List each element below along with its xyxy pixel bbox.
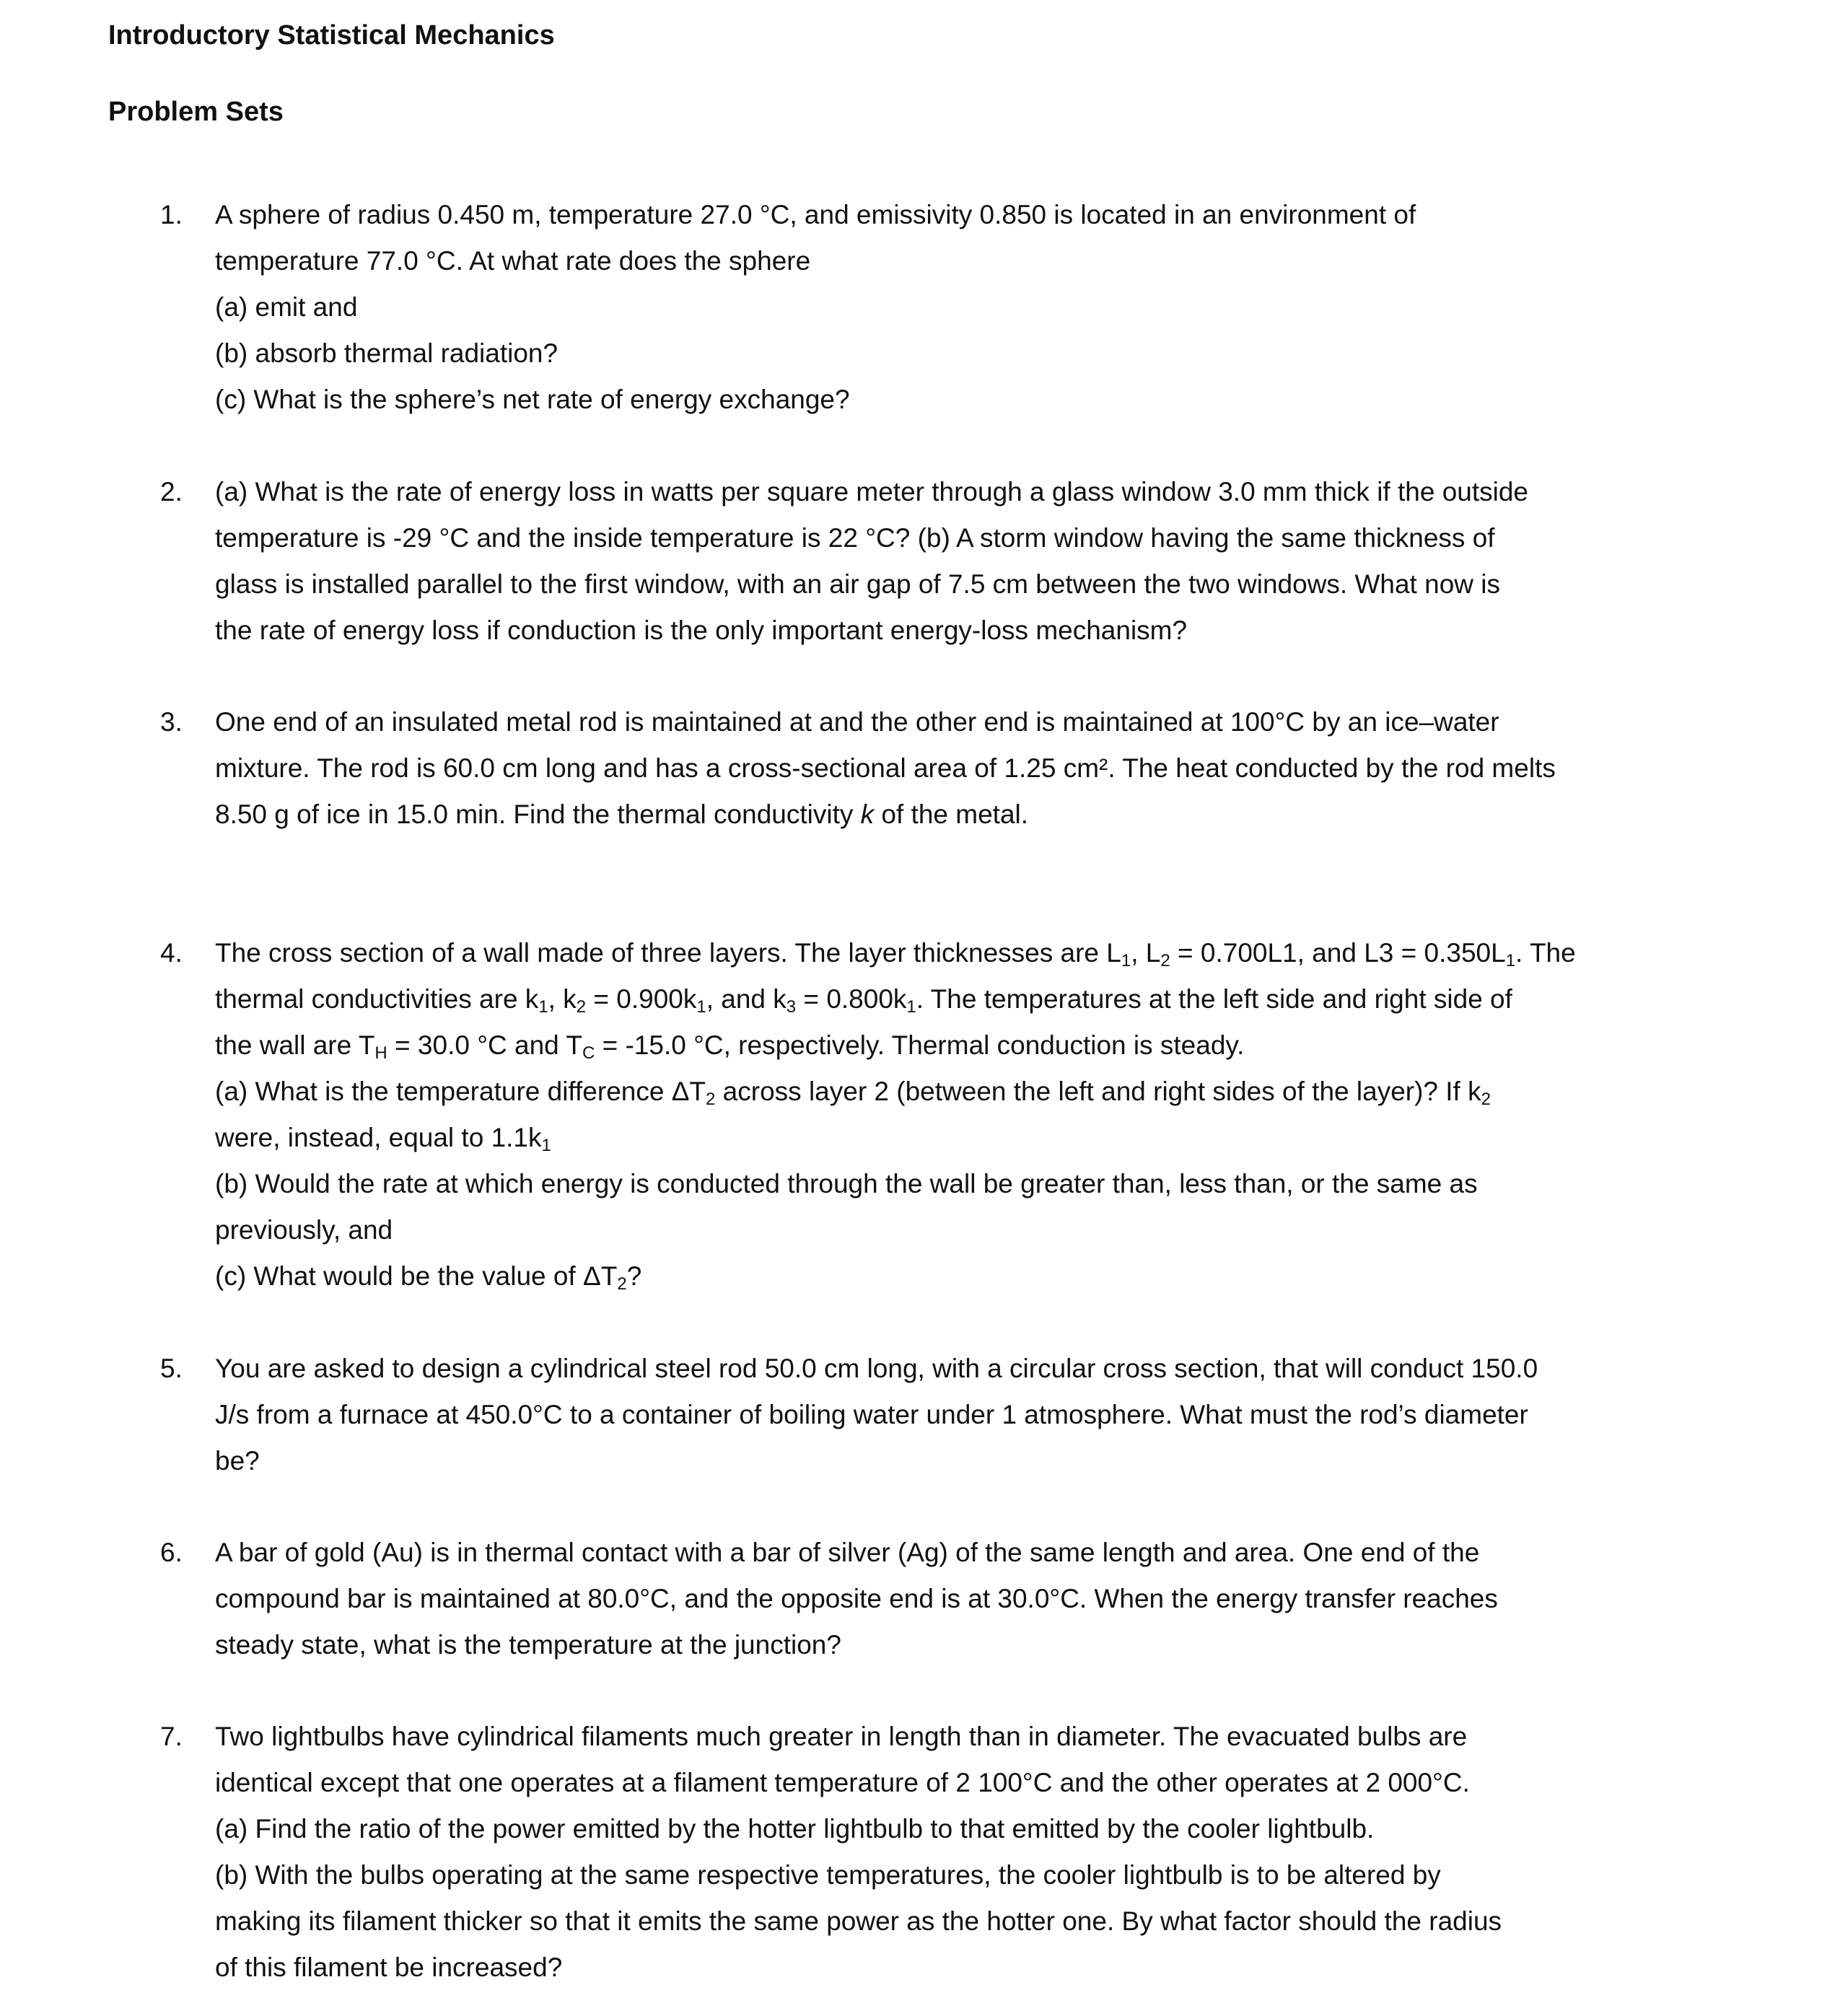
text-line: A sphere of radius 0.450 m, temperature 27.0 °C, and emissivity 0.850 is located in an environment of bbox=[215, 200, 1416, 229]
text-line: (a) What is the rate of energy loss in watts per square meter through a glass window 3.0 mm thick if the outside bbox=[215, 477, 1529, 507]
text-line: the rate of energy loss if conduction is the only important energy-loss mechanism? bbox=[215, 615, 1188, 645]
text-line: 8.50 g of ice in 15.0 min. Find the thermal conductivity k of the metal. bbox=[215, 799, 1029, 829]
subscript: H bbox=[374, 1043, 387, 1063]
text-line: One end of an insulated metal rod is maintained at and the other end is maintained at 100°C by an ice–water bbox=[215, 707, 1499, 737]
subscript: 1 bbox=[1505, 951, 1516, 970]
subscript: 2 bbox=[617, 1274, 627, 1294]
text-line: (b) absorb thermal radiation? bbox=[215, 338, 558, 368]
text-line: the wall are $T_H = 30.0$ °C and $T_C = -15.0$ °C, respectively. Thermal conduction is steady. bbox=[215, 1030, 1245, 1063]
problem-number: 5. bbox=[160, 1354, 183, 1383]
text-line: previously, and bbox=[215, 1215, 393, 1245]
text-line: (a) Find the ratio of the power emitted by the hotter lightbulb to that emitted by the cooler lightbulb. bbox=[215, 1814, 1375, 1844]
subscript: 1 bbox=[906, 997, 916, 1017]
problem-number: 7. bbox=[160, 1722, 183, 1751]
text-line: (c) What is the sphere’s net rate of energy exchange? bbox=[215, 385, 850, 414]
text-line: (a) emit and bbox=[215, 292, 358, 322]
text-line: compound bar is maintained at 80.0°C, and the opposite end is at 30.0°C. When the energy transfer reaches bbox=[215, 1584, 1498, 1613]
subscript: 3 bbox=[786, 997, 797, 1017]
text-line: You are asked to design a cylindrical steel rod 50.0 cm long, with a circular cross section, that will conduct 150.0 bbox=[215, 1354, 1538, 1383]
problem-number: 1. bbox=[160, 200, 183, 229]
text-line: (c) What would be the value of $\Delta T_2$? bbox=[215, 1261, 642, 1294]
text-line: making its filament thicker so that it emits the same power as the hotter one. By what factor should the radius bbox=[215, 1906, 1502, 1936]
subscript: 2 bbox=[1160, 951, 1170, 970]
problem-number: 2. bbox=[160, 477, 183, 507]
text-line: Two lightbulbs have cylindrical filaments much greater in length than in diameter. The evacuated bulbs are bbox=[215, 1722, 1468, 1751]
problem-number: 3. bbox=[160, 707, 183, 737]
text-line: steady state, what is the temperature at the junction? bbox=[215, 1630, 841, 1660]
subscript: 1 bbox=[1121, 951, 1131, 970]
subscript: 2 bbox=[1481, 1090, 1491, 1109]
text-line: J/s from a furnace at 450.0°C to a container of boiling water under 1 atmosphere. What must the rod’s diameter bbox=[215, 1400, 1528, 1429]
subscript: 1 bbox=[541, 1136, 551, 1155]
text-line: mixture. The rod is 60.0 cm long and has a cross-sectional area of 1.25 cm². The heat conducted by the rod melts bbox=[215, 753, 1556, 783]
text-line: The cross section of a wall made of three layers. The layer thicknesses are $L_1$, $L_2 = 0.700L1$, and $L3 = 0.350L_1$. The bbox=[215, 938, 1576, 970]
problem-text bbox=[215, 699, 1556, 838]
subscript: C bbox=[582, 1043, 595, 1063]
problem-number: 6. bbox=[160, 1538, 183, 1567]
text-line: identical except that one operates at a filament temperature of 2 100°C and the other operates at 2 000°C. bbox=[215, 1768, 1470, 1797]
text-line: be? bbox=[215, 1446, 260, 1476]
document-title: Introductory Statistical Mechanics bbox=[108, 20, 555, 51]
problem-text bbox=[215, 1714, 1502, 1991]
problem-text bbox=[215, 930, 1576, 1300]
text-line: A bar of gold (Au) is in thermal contact with a bar of silver (Ag) of the same length and area. One end of the bbox=[215, 1538, 1480, 1567]
text-line: (b) Would the rate at which energy is conducted through the wall be greater than, less than, or the same as bbox=[215, 1169, 1478, 1198]
text-line: (b) With the bulbs operating at the same respective temperatures, the cooler lightbulb is to be altered by bbox=[215, 1860, 1441, 1890]
text-line: of this filament be increased? bbox=[215, 1953, 563, 1982]
text-line: glass is installed parallel to the first window, with an air gap of 7.5 cm between the two windows. What now is bbox=[215, 569, 1500, 599]
subscript: 2 bbox=[706, 1090, 716, 1109]
problem-text bbox=[215, 192, 1416, 423]
problem-text bbox=[215, 1346, 1538, 1484]
problem-text bbox=[215, 469, 1528, 654]
text-line: were, instead, equal to $1.1k_1$ bbox=[215, 1123, 551, 1155]
text-line: temperature 77.0 °C. At what rate does the sphere bbox=[215, 246, 811, 276]
subscript: 2 bbox=[576, 997, 587, 1017]
problem-number: 4. bbox=[160, 938, 183, 968]
problem-text bbox=[215, 1530, 1498, 1668]
text-line: thermal conductivities are $k_1$, $k_2 = 0.900k_1$, and $k_3 = 0.800k_1$. The temperatures at the left side and right side of bbox=[215, 984, 1512, 1017]
subscript: 1 bbox=[538, 997, 548, 1017]
italic-variable: k bbox=[860, 799, 875, 829]
text-line: (a) What is the temperature difference $\Delta T_2$ across layer 2 (between the left and right sides of the layer)? If $k_2$ bbox=[215, 1077, 1491, 1109]
section-heading: Problem Sets bbox=[108, 97, 284, 127]
subscript: 1 bbox=[696, 997, 706, 1017]
text-line: temperature is -29 °C and the inside temperature is 22 °C? (b) A storm window having the same thickness of bbox=[215, 523, 1495, 553]
